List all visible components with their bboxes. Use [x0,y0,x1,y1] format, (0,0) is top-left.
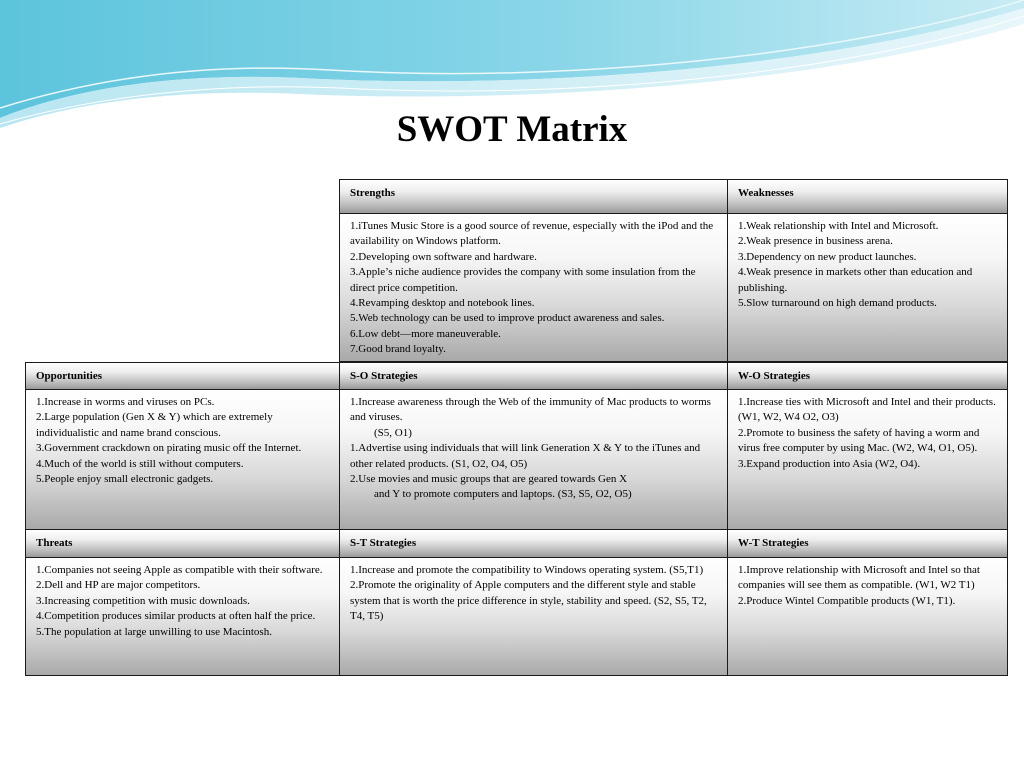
strengths-cell [339,213,728,362]
threat-item: 4.Competition produces similar products at often half the price. [36,610,316,623]
weakness-item: 4.Weak presence in markets other than education and publishing. [738,266,973,294]
page-title: SWOT Matrix [396,109,628,150]
wt-strategy-item: 2.Produce Wintel Compatible products (W1, T1). [738,594,956,607]
strength-item: 3.Apple’s niche audience provides the company with some insulation from the direct price competition. [350,266,696,294]
weaknesses-cell [727,213,1008,362]
strength-item: 2.Developing own software and hardware. [350,250,537,263]
strength-item: 6.Low debt—more maneuverable. [350,327,501,340]
so-strategy-item: and Y to promote computers and laptops. (S3, S5, O2, O5) [374,488,632,501]
wo-strategy-item: 2.Promote to business the safety of having a worm and virus free computer by using Mac. (W2, W4, O1, O5). [738,426,980,455]
threats-header-label: Threats [36,537,73,549]
wt-strategies-cell [727,557,1008,676]
wt-strategies-header-label: W-T Strategies [738,537,809,549]
strength-item: 4.Revamping desktop and notebook lines. [350,297,535,310]
wo-strategy-item: 1.Increase ties with Microsoft and Intel and their products.(W1, W2, W4 O2, O3) [738,396,996,424]
weaknesses-header-label: Weaknesses [738,187,794,199]
so-strategies-header [339,362,728,390]
threat-item: 3.Increasing competition with music downloads. [36,594,250,607]
st-strategy-item: 2.Promote the originality of Apple computers and the different style and stable system that is worth the price difference in style, stability and speed. (S2, S5, T2, T4, T5) [350,579,707,623]
opportunity-item: 5.People enjoy small electronic gadgets. [36,473,214,486]
so-strategy-item: 1.Advertise using individuals that will link Generation X & Y to the iTunes and other related products. (S1, O2, O4, O5) [350,442,701,470]
strengths-header [339,179,728,214]
opportunity-item: 2.Large population (Gen X & Y) which are extremely individualistic and name brand conscious. [36,411,273,439]
opportunities-cell [25,389,340,530]
opportunities-header [25,362,340,390]
wo-strategies-header-label: W-O Strategies [738,370,810,382]
st-strategy-item: 1.Increase and promote the compatibility to Windows operating system. (S5,T1) [350,564,704,576]
wt-strategy-item: 1.Improve relationship with Microsoft and Intel so that companies will see them as compatible. (W1, W2 T1) [738,564,980,592]
st-strategies-header-label: S-T Strategies [350,537,417,549]
threats-cell [25,557,340,676]
opportunities-header-label: Opportunities [36,370,103,382]
weakness-item: 2.Weak presence in business arena. [738,235,893,248]
opportunity-item: 3.Government crackdown on pirating music off the Internet. [36,442,302,455]
st-strategies-cell [339,557,728,676]
so-strategy-item: (S5, O1) [374,426,412,439]
wo-strategy-item: 3.Expand production into Asia (W2, O4). [738,457,921,470]
threats-header [25,529,340,558]
strength-item: 7.Good brand loyalty. [350,343,446,356]
weaknesses-header [727,179,1008,214]
so-strategies-cell [339,389,728,530]
weakness-item: 5.Slow turnaround on high demand products. [738,297,937,310]
opportunity-item: 4.Much of the world is still without computers. [36,457,244,470]
weakness-item: 1.Weak relationship with Intel and Microsoft. [738,220,939,232]
wo-strategies-cell [727,389,1008,530]
so-strategy-item: 2.Use movies and music groups that are geared towards Gen X [350,473,628,486]
wo-strategies-header [727,362,1008,390]
strengths-header-label: Strengths [350,187,396,199]
weakness-item: 3.Dependency on new product launches. [738,250,917,263]
wt-strategies-header [727,529,1008,558]
so-strategy-item: 1.Increase awareness through the Web of the immunity of Mac products to worms and viruses. [350,396,711,424]
so-strategies-header-label: S-O Strategies [350,370,418,382]
strength-item: 5.Web technology can be used to improve product awareness and sales. [350,312,665,325]
threat-item: 5.The population at large unwilling to use Macintosh. [36,625,272,638]
strength-item: 1.iTunes Music Store is a good source of revenue, especially with the iPod and the availability on Windows platform. [350,220,714,248]
threat-item: 1.Companies not seeing Apple as compatible with their software. [36,564,323,576]
opportunity-item: 1.Increase in worms and viruses on PCs. [36,396,215,408]
st-strategies-header [339,529,728,558]
threat-item: 2.Dell and HP are major competitors. [36,579,201,592]
